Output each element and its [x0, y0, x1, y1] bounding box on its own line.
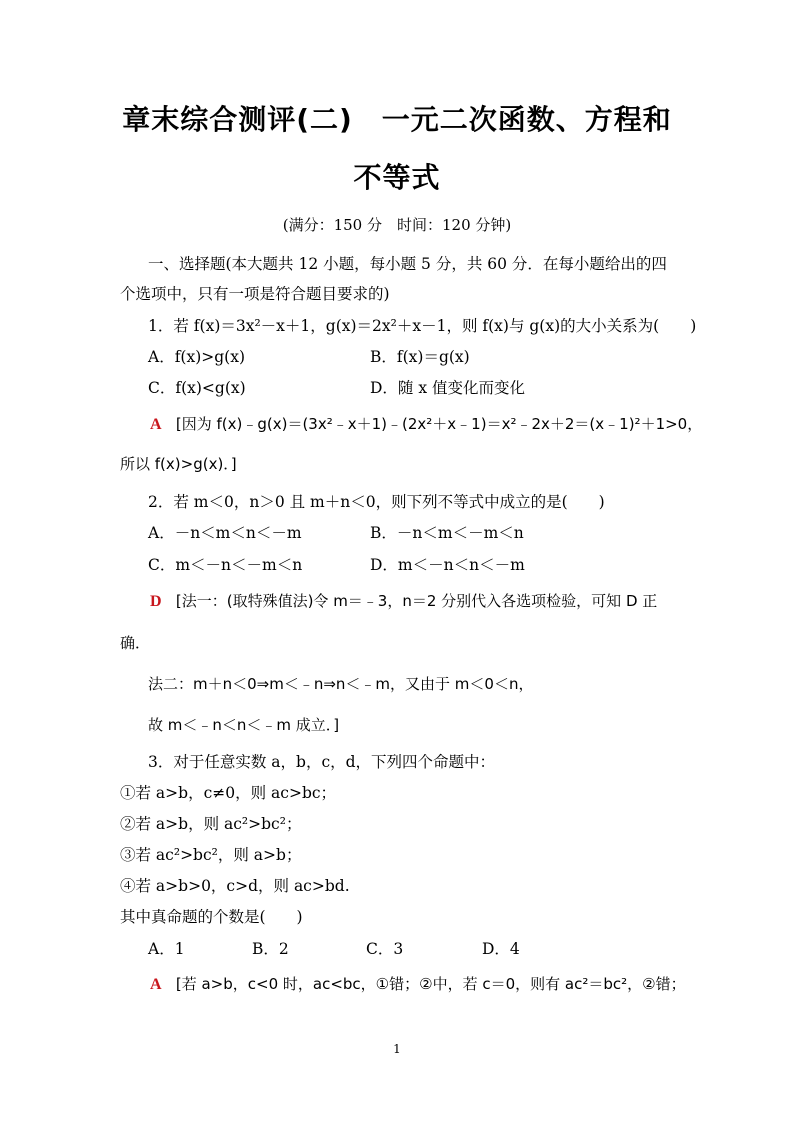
section-intro-2: 个选项中，只有一项是符合题目要求的) [120, 285, 390, 303]
q2-option-c: C．m＜－n＜－m＜n [148, 556, 303, 574]
q3-option-d: D．4 [482, 940, 520, 958]
q3-explanation-text: [若 a>b，c<0 时，ac<bc，①错；②中，若 c＝0，则有 ac²＝bc²，②错； [175, 975, 686, 993]
q3-proposition-1: ①若 a>b，c≠0，则 ac>bc； [120, 784, 337, 802]
title-line-2: 不等式 [353, 161, 441, 194]
q3-option-c: C．3 [366, 940, 404, 958]
q3-answer-letter: A [150, 976, 162, 993]
q1-explanation-line-2: 所以 f(x)>g(x)．] [120, 455, 237, 473]
q2-explanation-text: [法一：(取特殊值法)令 m＝﹣3，n＝2 分别代入各选项检验，可知 D 正 [175, 592, 658, 610]
q2-stem: 2．若 m＜0，n＞0 且 m＋n＜0，则下列不等式中成立的是( ) [148, 493, 605, 511]
q3-proposition-2: ②若 a>b，则 ac²>bc²； [120, 815, 302, 833]
q1-answer-letter: A [150, 416, 162, 433]
q1-option-a: A．f(x)>g(x) [148, 348, 246, 366]
q3-option-b: B．2 [252, 940, 289, 958]
q1-option-c: C．f(x)<g(x) [148, 379, 246, 397]
q2-explanation-line-3: 法二：m＋n＜0⇒m＜﹣n⇒n＜﹣m，又由于 m＜0＜n， [148, 675, 534, 693]
q1-option-b: B．f(x)＝g(x) [370, 348, 470, 366]
subtitle: (满分：150 分 时间：120 分钟) [282, 216, 512, 234]
q1-option-d: D．随 x 值变化而变化 [370, 379, 526, 397]
q2-option-a: A．－n＜m＜n＜－m [148, 524, 302, 542]
q2-answer-letter: D [150, 593, 162, 610]
section-intro-1: 一、选择题(本大题共 12 小题，每小题 5 分，共 60 分．在每小题给出的四 [148, 255, 667, 273]
q2-explanation-line-2: 确． [120, 634, 151, 652]
q1-explanation-text: [因为 f(x)﹣g(x)＝(3x²﹣x＋1)﹣(2x²＋x﹣1)＝x²﹣2x＋2＝(x﹣1)²＋1>0， [175, 415, 703, 433]
q1-stem: 1．若 f(x)＝3x²－x＋1，g(x)＝2x²＋x－1，则 f(x)与 g(x)的大小关系为( ) [148, 317, 697, 335]
title-line-1: 章末综合测评(二) 一元二次函数、方程和 [122, 103, 672, 136]
q2-option-d: D．m＜－n＜n＜－m [370, 556, 525, 574]
q3-proposition-4: ④若 a>b>0，c>d，则 ac>bd. [120, 877, 350, 895]
q3-proposition-3: ③若 ac²>bc²，则 a>b； [120, 846, 302, 864]
q3-stem: 3．对于任意实数 a，b，c，d，下列四个命题中： [148, 753, 496, 771]
q2-explanation-line-1 [150, 591, 657, 612]
q1-explanation-line-1 [150, 414, 702, 435]
q2-option-b: B．－n＜m＜－m＜n [370, 524, 524, 542]
q3-option-a: A．1 [148, 940, 185, 958]
q3-question: 其中真命题的个数是( ) [120, 908, 303, 926]
q2-explanation-line-4: 故 m＜﹣n＜n＜﹣m 成立．] [148, 716, 340, 734]
page-number: 1 [393, 1042, 401, 1056]
q3-explanation-line-1 [150, 974, 686, 995]
